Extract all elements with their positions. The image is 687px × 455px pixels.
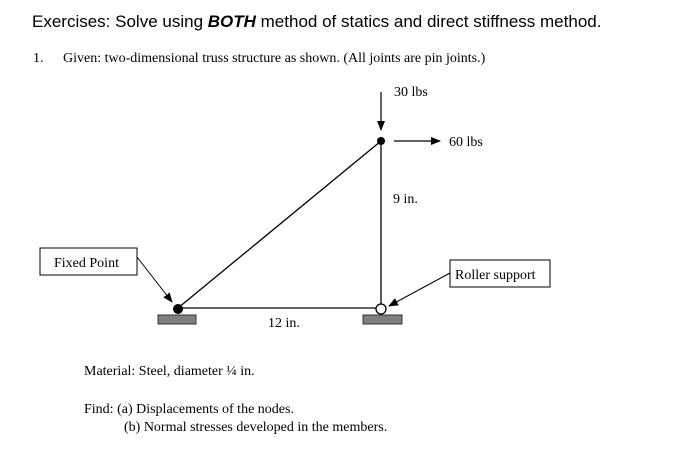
problem-number: 1. xyxy=(33,51,44,66)
heading-prefix: Exercises: Solve using xyxy=(32,12,208,31)
diagonal-member xyxy=(178,141,381,308)
roller-support-label: Roller support xyxy=(455,268,536,283)
heading-suffix: method of statics and direct stiffness method. xyxy=(255,12,602,31)
roller-joint-pin xyxy=(376,304,386,314)
fixed-point-label: Fixed Point xyxy=(54,256,119,271)
heading-emphasis: BOTH xyxy=(207,12,256,31)
horizontal-load-label: 60 lbs xyxy=(449,135,483,150)
span-dimension-label: 12 in. xyxy=(268,316,300,331)
vertical-load-label: 30 lbs xyxy=(394,85,428,100)
fixed-point-leader xyxy=(137,257,172,302)
problem-text: Given: two-dimensional truss structure as shown. (All joints are pin joints.) xyxy=(63,51,486,66)
roller-support-base xyxy=(363,315,402,324)
top-joint-pin xyxy=(377,137,385,145)
height-dimension-label: 9 in. xyxy=(393,192,418,207)
fixed-joint-pin xyxy=(173,304,183,314)
material-spec: Material: Steel, diameter ¼ in. xyxy=(84,364,255,379)
roller-leader xyxy=(389,273,450,306)
find-part-b: (b) Normal stresses developed in the members. xyxy=(124,420,388,435)
fixed-support-base xyxy=(158,315,196,324)
find-part-a: Find: (a) Displacements of the nodes. xyxy=(84,402,294,417)
